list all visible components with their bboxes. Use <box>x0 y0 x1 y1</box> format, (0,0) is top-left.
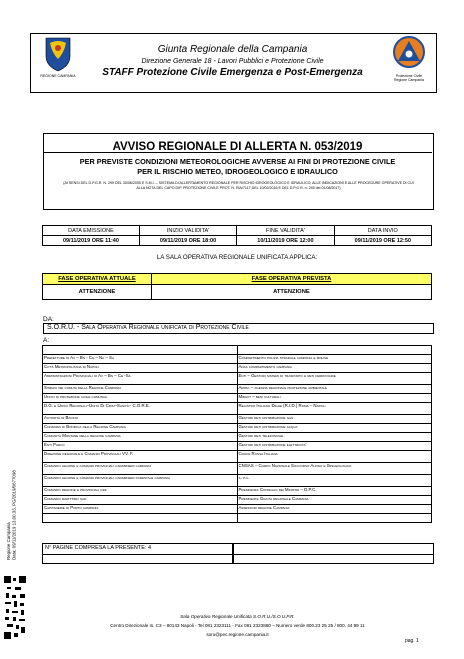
header-line-1: Giunta Regionale della Campania <box>157 44 308 55</box>
da-label: DA: <box>43 316 54 323</box>
stamp-line-1: Regione Campania <box>6 522 11 560</box>
dates-header-row <box>43 226 432 236</box>
recipient-right: Gestori reti distribuzione gas <box>237 415 432 424</box>
footer-line-2: Centro Direzionale Is. C3 – 80143 Napoli - Tel 081 2323111 - Fax 081 2323860 – Numero verde 800.23 25 25 / 800. 44 99 11 <box>110 623 365 628</box>
data-invio-value: 09/11/2019 ORE 12:50 <box>334 236 431 246</box>
recipient-row <box>43 442 432 451</box>
recipient-left: Amministrazioni Provinciali di Av – Bn – Ce -Sa <box>43 373 238 385</box>
recipient-left: Comando legione e comandi provinciali carabinieri forestale campania <box>43 475 238 487</box>
inizio-validita-value: 09/11/2019 ORE 18:00 <box>139 236 236 246</box>
recipient-row <box>43 496 432 505</box>
recipient-left <box>43 346 238 355</box>
blank-cell-right <box>232 554 434 564</box>
recipient-row <box>43 385 432 394</box>
fase-operativa-table <box>42 273 432 300</box>
recipient-left: Comando legione e comandi provinciali carabinieri campania <box>43 463 238 475</box>
recipient-right: Croce Rossa Italiana <box>237 451 432 463</box>
recipient-right: Gestori reti distribuzione acqua <box>237 424 432 433</box>
stamp-line-2: Data: 09/11/2019 13.00.33, PG/2019/0677098 <box>11 470 17 560</box>
recipient-left: Comando marittimo sud <box>43 496 238 505</box>
fine-validita-value: 10/11/2019 ORE 12:00 <box>237 236 334 246</box>
date-emissione-value: 09/11/2019 ORE 11:40 <box>43 236 140 246</box>
recipient-right: Anas compartimento campania <box>237 364 432 373</box>
recipient-right: Registro Italiano Dighe (R.I.D.) Roma – Napoli <box>237 403 432 415</box>
recipient-right: Presidenza Consiglio dei Ministri – D.P.C. <box>237 487 432 496</box>
recipient-row <box>43 487 432 496</box>
legal-note <box>47 181 430 191</box>
da-sender: S.O.R.U. - Sala Operativa Regionale unificata di Protezione Civile <box>47 324 249 331</box>
barcode-icon <box>3 575 27 640</box>
recipient-right: s. p.c. <box>237 475 432 487</box>
a-label: A: <box>43 337 50 344</box>
recipient-left: Comando regione e provinciali gdf <box>43 487 238 496</box>
blank-cell-left <box>42 554 234 564</box>
inizio-validita-header: INIZIO VALIDITA' <box>139 226 236 236</box>
recipient-row <box>43 475 432 487</box>
recipient-left: Comunità Montane della regione campania <box>43 433 238 442</box>
logo-left-caption: REGIONE CAMPANIA <box>40 74 76 78</box>
recipient-right: Arpac – agenzia regionale protezione ambientale <box>237 385 432 394</box>
recipient-row <box>43 433 432 442</box>
recipient-left: Autorità di Bacino <box>43 415 238 424</box>
alert-title: AVVISO REGIONALE DI ALLERTA N. 053/2019 <box>112 141 363 153</box>
recipient-row <box>43 373 432 385</box>
recipient-left: Prefetture di Av – Bn - Ce – Na – Sa <box>43 355 238 364</box>
recipient-left: Enti Parco <box>43 442 238 451</box>
recipient-right <box>237 346 432 355</box>
sala-operativa-text: LA SALA OPERATIVA REGIONALE UNIFICATA APPLICA: <box>156 254 318 261</box>
footer-email: soru@pec.regione.campania.it <box>206 632 269 637</box>
recipient-right <box>237 514 432 523</box>
regione-campania-crest-icon <box>38 35 78 73</box>
recipient-left: Città Metropolitana di Napoli <box>43 364 238 373</box>
fase-prevista-value: ATTENZIONE <box>151 285 431 300</box>
recipient-left: Sindaci dei comuni della Regione Campania <box>43 385 238 394</box>
fase-prevista-header: FASE OPERATIVA PREVISTA <box>151 274 431 285</box>
header-line-2: Direzione Generale 18 - Lavori Pubblici e Protezione Civile <box>141 58 324 65</box>
pages-count: N° PAGINE COMPRESA LA PRESENTE: 4 <box>45 545 152 551</box>
recipient-row <box>43 355 432 364</box>
recipient-right: Assessori regione Campania <box>237 505 432 514</box>
protezione-civile-emblem-icon <box>389 35 429 73</box>
footer-line-1: Sala Operativa Regionale Unificata S.O.R.U./S.O.U.P.R. <box>180 614 295 619</box>
regione-campania-logo <box>38 35 78 83</box>
validity-dates-table <box>42 225 432 246</box>
legal-note-line-1: (AI SENSI DEL D.P.G.R. N. 299 DEL 30/06/2005 E S.M.I. – SISTEMA DI ALLERTAMENTO REGIONALE PER RISCHIO IDROGEOLOGICO E IDRAULICO; ALLE INDICAZIONI E ALLE PROCEDURE OPERATIVE DI CUI <box>63 181 414 185</box>
dates-value-row <box>43 236 432 246</box>
logo-right-caption: Protezione Civile Regione Campania <box>394 74 424 82</box>
recipient-row <box>43 415 432 424</box>
recipient-right: Mibact – beni culturali <box>237 394 432 403</box>
fase-value-row <box>43 285 432 300</box>
recipient-row <box>43 364 432 373</box>
recipient-left: Capitanerie di Porto campania <box>43 505 238 514</box>
recipient-row <box>43 451 432 463</box>
header-line-3: STAFF Protezione Civile Emergenza e Post-Emergenza <box>102 67 363 78</box>
recipient-row <box>43 394 432 403</box>
alert-subtitle-1: PER PREVISTE CONDIZIONI METEOROLOGICHE AVVERSE AI FINI DI PROTEZIONE CIVILE <box>79 157 396 166</box>
legal-note-line-2: ALLA NOTA DEL CAPO DIP. PROTEZIONE CIVILE PROT. N. RIA/7117 DEL 10/02/2016 E DEL D.P.G.R. n. 245 del 01/08/2017) <box>136 186 341 190</box>
fase-attuale-header: FASE OPERATIVA ATTUALE <box>43 274 152 285</box>
recipient-left <box>43 514 238 523</box>
alert-subtitle-2: PER IL RISCHIO METEO, IDROGEOLOGICO E IDRAULICO <box>137 167 338 176</box>
recipient-right: Gestori reti distribuzione elettricita' <box>237 442 432 451</box>
recipient-right: Presidente Giunta regionale Campania <box>237 496 432 505</box>
recipients-table <box>42 345 432 523</box>
recipient-right: Compartimento polizia stradale campania e molise <box>237 355 432 364</box>
protocol-stamp-text <box>6 380 22 560</box>
recipient-right: Gestori reti telefoniche <box>237 433 432 442</box>
recipient-row <box>43 505 432 514</box>
data-invio-header: DATA INVIO <box>334 226 431 236</box>
page-number: pag. 1 <box>405 638 419 644</box>
recipient-left: Consorzi di Bonifica della Regione Campania <box>43 424 238 433</box>
recipient-right: CNSAS – Corpo Nazionale Soccorso Alpino e Speleologico <box>237 463 432 475</box>
recipient-row <box>43 514 432 523</box>
title-divider <box>43 152 432 153</box>
recipient-left: Uffici di protezione civile comunali <box>43 394 238 403</box>
recipient-row <box>43 424 432 433</box>
fine-validita-header: FINE VALIDITA' <box>237 226 334 236</box>
fase-header-row <box>43 274 432 285</box>
recipient-right: Enti – Gestori sistemi di trasporto e reti ferroviarie <box>237 373 432 385</box>
protocol-stamp <box>0 380 32 650</box>
protezione-civile-logo <box>389 35 429 83</box>
recipient-row <box>43 346 432 355</box>
recipient-row <box>43 463 432 475</box>
recipient-row <box>43 403 432 415</box>
recipient-left: D.G. e Uffici Regionali–Unità Di Crisi–Sanità– C.O.R.E. <box>43 403 238 415</box>
recipient-left: Direzione regionale e Comandi Provinciali VV. F. <box>43 451 238 463</box>
date-emissione-header: DATA EMISSIONE <box>43 226 140 236</box>
fase-attuale-value: ATTENZIONE <box>43 285 152 300</box>
